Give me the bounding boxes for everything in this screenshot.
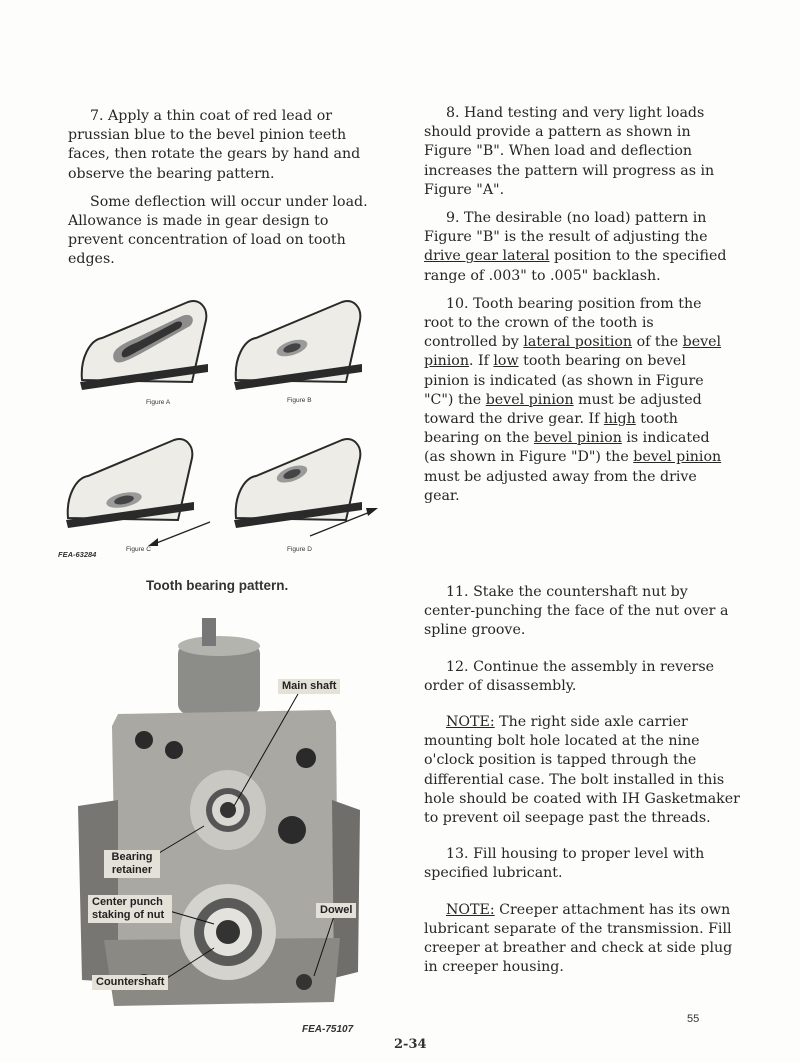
callout-center-punch: Center punch staking of nut	[88, 895, 172, 923]
figure-a-tooth	[76, 298, 216, 394]
step-13: 13. Fill housing to proper level with specified lubricant.	[424, 846, 705, 882]
photo-code: FEA-75107	[302, 1024, 354, 1035]
note-1: NOTE: The right side axle carrier mounting bolt hole located at the nine o'clock position is tapped through the differential case. The bolt installed in this hole should be coated with IH Gasketmaker to prevent oil seepage past the threads.	[424, 714, 740, 827]
step-7: 7. Apply a thin coat of red lead or prussian blue to the bevel pinion teeth faces, then rotate the gears by hand and observe the bearing pattern.	[68, 108, 361, 182]
page-number: 55	[687, 1013, 700, 1025]
note-2: NOTE: Creeper attachment has its own lubricant separate of the transmission. Fill creeper at breather and check at side plug in creeper housing.	[424, 901, 733, 976]
step-8: 8. Hand testing and very light loads should provide a pattern as shown in Figure "B". When load and deflection increases the pattern will progress as in Figure "A".	[424, 105, 715, 198]
step-11: 11. Stake the countershaft nut by center-punching the face of the nut over a spline groove.	[424, 584, 729, 639]
figure-caption: Tooth bearing pattern.	[146, 578, 289, 593]
figure-code: FEA-63284	[58, 550, 97, 559]
deflection-note: Some deflection will occur under load. Allowance is made in gear design to prevent concentration of load on tooth edges.	[68, 193, 368, 268]
step-12: 12. Continue the assembly in reverse order of disassembly.	[424, 658, 715, 694]
figure-a-label: Figure A	[146, 399, 171, 406]
callout-countershaft: Countershaft	[92, 975, 168, 990]
step-10: 10. Tooth bearing position from the root to the crown of the tooth is controlled by lateral position of the bevel pinion. If low tooth bearing on bevel pinion is indicated (as shown in Figure "C") the bevel pinion must be adjusted toward the drive gear. If high tooth bearing on the bevel pinion is indicated (as shown in Figure "D") the bevel pinion must be adjusted away from the drive gear.	[424, 295, 722, 504]
callout-main-shaft: Main shaft	[278, 679, 340, 694]
figure-b-tooth	[230, 298, 370, 394]
figure-c-label: Figure C	[126, 546, 151, 553]
section-page-number: 2-34	[394, 1037, 427, 1052]
callout-bearing-retainer: Bearing retainer	[104, 850, 160, 878]
left-column	[68, 107, 368, 279]
callout-dowel: Dowel	[316, 903, 356, 918]
arrow-away-icon	[306, 504, 382, 540]
figure-b-label: Figure B	[287, 397, 312, 404]
figure-d-label: Figure D	[287, 546, 312, 553]
right-column-upper	[424, 104, 730, 515]
right-column-lower	[424, 583, 742, 986]
transmission-photo	[64, 610, 374, 1018]
arrow-toward-icon	[144, 518, 214, 550]
step-9: 9. The desirable (no load) pattern in Figure "B" is the result of adjusting the drive gear lateral position to the specified range of .003" to .005" backlash.	[424, 210, 727, 284]
